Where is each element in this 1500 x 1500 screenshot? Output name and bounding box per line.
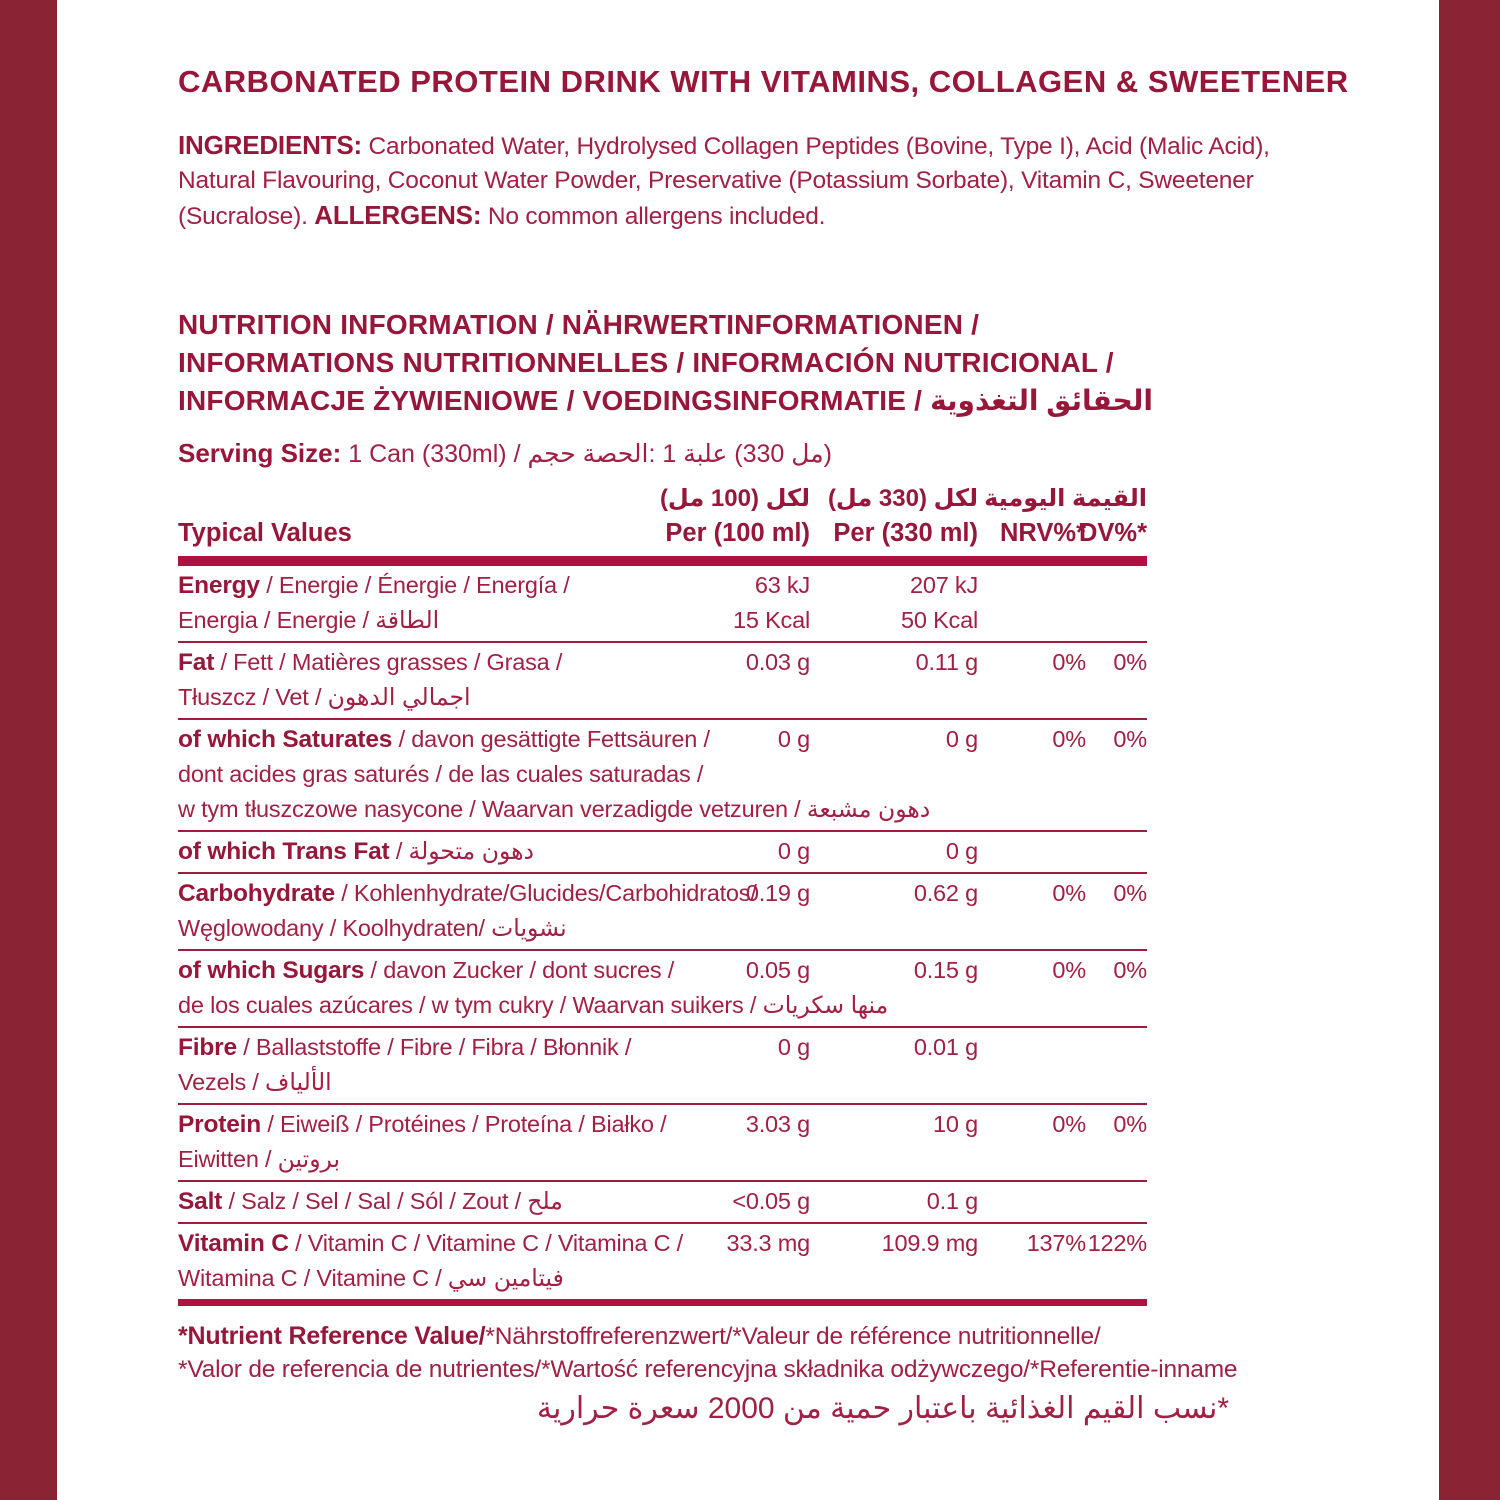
value-per-100ml: 0 g <box>777 726 810 752</box>
serving-size-arabic-segment: الحصة <box>582 440 649 468</box>
row-name-line <box>178 1184 563 1219</box>
value-per-100ml: <0.05 g <box>732 1188 810 1214</box>
value-per-330ml: 207 kJ <box>909 572 978 598</box>
dv-value-cell <box>1086 1184 1147 1219</box>
ingredients-line-1 <box>178 128 1439 164</box>
nrv-value: 137% <box>1026 1230 1086 1256</box>
row-name-bold: Fibre <box>178 1034 237 1061</box>
nrv-value: 0% <box>1052 957 1086 983</box>
value-per-330ml: 0.15 g <box>913 957 978 983</box>
row-name-bold: Salt <box>178 1188 223 1215</box>
row-name-line <box>178 1226 683 1261</box>
row-name-rest: / Salz / Sel / Sal / Sól / Zout / ملح <box>222 1188 563 1214</box>
row-name-rest: / دهون متحولة <box>389 838 535 864</box>
serving-size-arabic-segment: حجم <box>527 440 576 468</box>
table-header-arabic-row <box>178 483 1147 515</box>
value-per-100ml: 0.05 g <box>745 957 810 983</box>
nrv-value-cell <box>978 876 1086 946</box>
row-name-line <box>178 953 674 988</box>
value-per-100ml: 33.3 mg <box>726 1230 810 1256</box>
table-row <box>178 951 1147 1028</box>
value-per-330ml-cell <box>810 568 978 638</box>
row-name-line: w tym tłuszczowe nasycone / Waarvan verzadigde vetzuren / دهون مشبعة <box>178 796 931 822</box>
value-per-330ml: 0.11 g <box>915 649 978 675</box>
row-name-line: de los cuales azúcares / w tym cukry / Waarvan suikers / منها سكريات <box>178 992 889 1018</box>
serving-size-value-en: 1 Can (330ml) / <box>341 440 528 468</box>
header-per-330ml: Per (330 ml) <box>833 519 978 547</box>
value-per-330ml-cell <box>810 1184 978 1219</box>
row-name-line: Vezels / الألياف <box>178 1069 332 1095</box>
ingredients-label: INGREDIENTS: <box>178 130 362 160</box>
nrv-value: 0% <box>1052 1111 1086 1137</box>
dv-value-cell <box>1086 953 1147 1023</box>
table-row <box>178 1105 1147 1182</box>
allergens-label: ALLERGENS: <box>314 200 482 230</box>
ingredients-line-3 <box>178 198 1439 234</box>
allergens-text: No common allergens included. <box>481 203 826 230</box>
value-per-330ml: 0 g <box>945 726 978 752</box>
row-name-bold: Fat <box>178 649 215 676</box>
header-nrv: NRV%* <box>1000 519 1086 547</box>
value-per-100ml-cell <box>738 876 810 946</box>
row-name-rest: / Energie / Énergie / Energía / <box>259 572 570 598</box>
table-row <box>178 566 1147 643</box>
row-name <box>178 568 738 638</box>
row-name-line <box>178 645 562 680</box>
header-daily-value-arabic: القيمة اليومية <box>984 485 1147 512</box>
row-name-rest: / Fett / Matières grasses / Grasa / <box>214 649 563 675</box>
nutrition-heading-line-2: INFORMATIONS NUTRITIONNELLES / INFORMACIÓN NUTRICIONAL / <box>178 347 1114 378</box>
dv-value-cell <box>1086 722 1147 827</box>
row-name <box>178 1184 738 1219</box>
value-per-330ml: 109.9 mg <box>881 1230 978 1256</box>
row-name-line <box>178 1030 631 1065</box>
row-name-line: dont acides gras saturés / de las cuales saturadas / <box>178 761 704 787</box>
value-per-330ml-cell <box>810 1107 978 1177</box>
serving-size-arabic-segment: : 1 <box>648 440 684 468</box>
row-name-line: Energia / Energie / الطاقة <box>178 607 440 633</box>
dv-value-cell <box>1086 645 1147 715</box>
nrv-value-cell <box>978 953 1086 1023</box>
row-name-rest: / Ballaststoffe / Fibre / Fibra / Błonnik / <box>236 1034 632 1060</box>
value-per-100ml-cell <box>738 1030 810 1100</box>
left-border-bar <box>0 0 57 1500</box>
value-per-100ml: 0.19 g <box>745 880 810 906</box>
row-name-rest: / Kohlenhydrate/Glucides/Carbohidratos/ <box>334 880 757 906</box>
value-per-330ml: 50 Kcal <box>901 607 978 633</box>
value-per-100ml-cell <box>738 645 810 715</box>
table-bottom-bar <box>178 1299 1147 1306</box>
nrv-value: 0% <box>1052 880 1086 906</box>
row-name-rest: / davon Zucker / dont sucres / <box>364 957 675 983</box>
nrv-value: 0% <box>1052 726 1086 752</box>
value-per-330ml-cell <box>810 1226 978 1296</box>
value-per-100ml: 0 g <box>777 1034 810 1060</box>
nrv-value-cell <box>978 1030 1086 1100</box>
value-per-330ml-cell <box>810 834 978 869</box>
value-per-100ml: 15 Kcal <box>733 607 810 633</box>
ingredients-line-2: Natural Flavouring, Coconut Water Powder, Preservative (Potassium Sorbate), Vitamin C, Sweetener <box>178 167 1254 194</box>
serving-size-arabic-segment: مل <box>791 440 824 468</box>
row-name-rest: / davon gesättigte Fettsäuren / <box>392 726 710 752</box>
value-per-330ml: 0 g <box>945 838 978 864</box>
row-name-bold: Protein <box>178 1111 261 1138</box>
value-per-100ml: 0.03 g <box>745 649 810 675</box>
value-per-100ml-cell <box>738 834 810 869</box>
footnote-line-1 <box>178 1320 1439 1353</box>
nrv-value: 0% <box>1052 649 1086 675</box>
table-header-row <box>178 515 1147 551</box>
value-per-330ml-cell <box>810 1030 978 1100</box>
value-per-100ml: 63 kJ <box>754 572 810 598</box>
row-name-line <box>178 876 757 911</box>
ingredients-line-3-pre: (Sucralose). <box>178 203 315 230</box>
table-rows <box>178 566 1147 1299</box>
dv-value-cell <box>1086 568 1147 638</box>
row-name-bold: Carbohydrate <box>178 880 335 907</box>
table-row <box>178 1182 1147 1224</box>
serving-size-arabic-segment: علبة <box>683 440 728 468</box>
header-typical-values: Typical Values <box>178 519 352 547</box>
product-title: CARBONATED PROTEIN DRINK WITH VITAMINS, COLLAGEN & SWEETENER <box>178 64 1349 99</box>
header-per-100ml: Per (100 ml) <box>665 519 810 547</box>
dv-value-cell <box>1086 1107 1147 1177</box>
nutrition-heading-line-1: NUTRITION INFORMATION / NÄHRWERTINFORMATIONEN / <box>178 309 980 340</box>
value-per-330ml: 0.1 g <box>926 1188 978 1214</box>
serving-size-arabic-segment <box>576 440 583 468</box>
row-name-line <box>178 1107 666 1142</box>
ingredients-line-1-text: Carbonated Water, Hydrolysed Collagen Peptides (Bovine, Type I), Acid (Malic Acid), <box>361 133 1270 160</box>
value-per-330ml: 0.62 g <box>913 880 978 906</box>
row-name-rest: / Eiweiß / Protéines / Proteína / Białko / <box>261 1111 667 1137</box>
row-name-line: Węglowodany / Koolhydraten/ نشويات <box>178 915 567 941</box>
nutrition-heading <box>178 306 1439 420</box>
dv-value-cell <box>1086 1030 1147 1100</box>
row-name-bold: of which Sugars <box>178 957 365 984</box>
nrv-value-cell <box>978 568 1086 638</box>
value-per-330ml-cell <box>810 722 978 827</box>
row-name <box>178 834 738 869</box>
table-row <box>178 720 1147 832</box>
dv-value: 0% <box>1113 1111 1147 1137</box>
value-per-100ml: 0 g <box>777 838 810 864</box>
nrv-value-cell <box>978 834 1086 869</box>
header-per-330ml-arabic: لكل (330 مل) <box>827 485 978 512</box>
row-name-line: Witamina C / Vitamine C / فيتامين سي <box>178 1265 564 1291</box>
serving-size-arabic-segment: (330 <box>727 440 792 468</box>
dv-value: 0% <box>1113 649 1147 675</box>
serving-size-value-arabic <box>527 440 831 468</box>
dv-value: 0% <box>1113 957 1147 983</box>
value-per-100ml-cell <box>732 1184 810 1219</box>
dv-value-cell <box>1086 876 1147 946</box>
table-top-bar <box>178 556 1147 566</box>
dv-value: 0% <box>1113 880 1147 906</box>
table-row <box>178 1224 1147 1299</box>
value-per-330ml-cell <box>810 876 978 946</box>
footnote-line-1-rest: *Nährstoffreferenzwert/*Valeur de référence nutritionnelle/ <box>485 1323 1101 1350</box>
row-name-line <box>178 568 570 603</box>
dv-value: 0% <box>1113 726 1147 752</box>
label-content <box>57 0 1439 1500</box>
table-row <box>178 1028 1147 1105</box>
dv-value-cell <box>1086 1226 1147 1296</box>
row-name <box>178 1107 738 1177</box>
row-name-line: Eiwitten / بروتين <box>178 1146 341 1172</box>
row-name <box>178 1226 738 1296</box>
value-per-100ml-cell <box>738 1107 810 1177</box>
nutrition-heading-line-3: INFORMACJE ŻYWIENIOWE / VOEDINGSINFORMATIE / الحقائق التغذوية <box>178 385 1153 416</box>
nrv-value-cell <box>978 1226 1086 1296</box>
value-per-100ml: 3.03 g <box>745 1111 810 1137</box>
row-name-line: Tłuszcz / Vet / اجمالي الدهون <box>178 684 471 710</box>
dv-value: 122% <box>1087 1230 1147 1256</box>
dv-value-cell <box>1086 834 1147 869</box>
serving-size-arabic-segment: ) <box>823 440 832 468</box>
nrv-value-cell <box>978 1184 1086 1219</box>
value-per-330ml-cell <box>810 953 978 1023</box>
row-name-bold: Energy <box>178 572 260 599</box>
table-row <box>178 832 1147 874</box>
row-name-line <box>178 722 710 757</box>
value-per-100ml-cell <box>738 722 810 827</box>
value-per-100ml-cell <box>733 568 810 638</box>
row-name <box>178 645 738 715</box>
row-name <box>178 876 757 946</box>
row-name-bold: Vitamin C <box>178 1230 289 1257</box>
value-per-100ml-cell <box>738 953 810 1023</box>
row-name <box>178 1030 738 1100</box>
footnote-line-3-arabic: *نسب القيم الغذائية باعتبار حمية من 2000 سعرة حرارية <box>536 1392 1230 1425</box>
footnote-line-2: *Valor de referencia de nutrientes/*Wartość referencyjna składnika odżywczego/*Referentie-inname <box>178 1356 1238 1383</box>
value-per-330ml-cell <box>810 645 978 715</box>
value-per-330ml: 10 g <box>933 1111 978 1137</box>
row-name-rest: / Vitamin C / Vitamine C / Vitamina C / <box>288 1230 684 1256</box>
nutrition-table <box>178 483 1147 1306</box>
table-row <box>178 643 1147 720</box>
row-name-line <box>178 834 534 869</box>
footnotes <box>178 1320 1439 1425</box>
nrv-value-cell <box>978 645 1086 715</box>
header-per-100ml-arabic: لكل (100 مل) <box>659 485 810 512</box>
ingredients-paragraph <box>178 128 1439 234</box>
serving-size-line <box>178 438 1439 469</box>
serving-size-label: Serving Size: <box>178 438 342 468</box>
header-dv: DV%* <box>1078 519 1147 547</box>
right-border-bar <box>1439 0 1500 1500</box>
nrv-value-cell <box>978 1107 1086 1177</box>
table-row <box>178 874 1147 951</box>
value-per-330ml: 0.01 g <box>913 1034 978 1060</box>
nrv-value-cell <box>978 722 1086 827</box>
row-name-bold: of which Saturates <box>178 726 393 753</box>
value-per-100ml-cell <box>726 1226 810 1296</box>
row-name-bold: of which Trans Fat <box>178 838 390 865</box>
footnote-line-1-bold: *Nutrient Reference Value/ <box>178 1322 486 1350</box>
